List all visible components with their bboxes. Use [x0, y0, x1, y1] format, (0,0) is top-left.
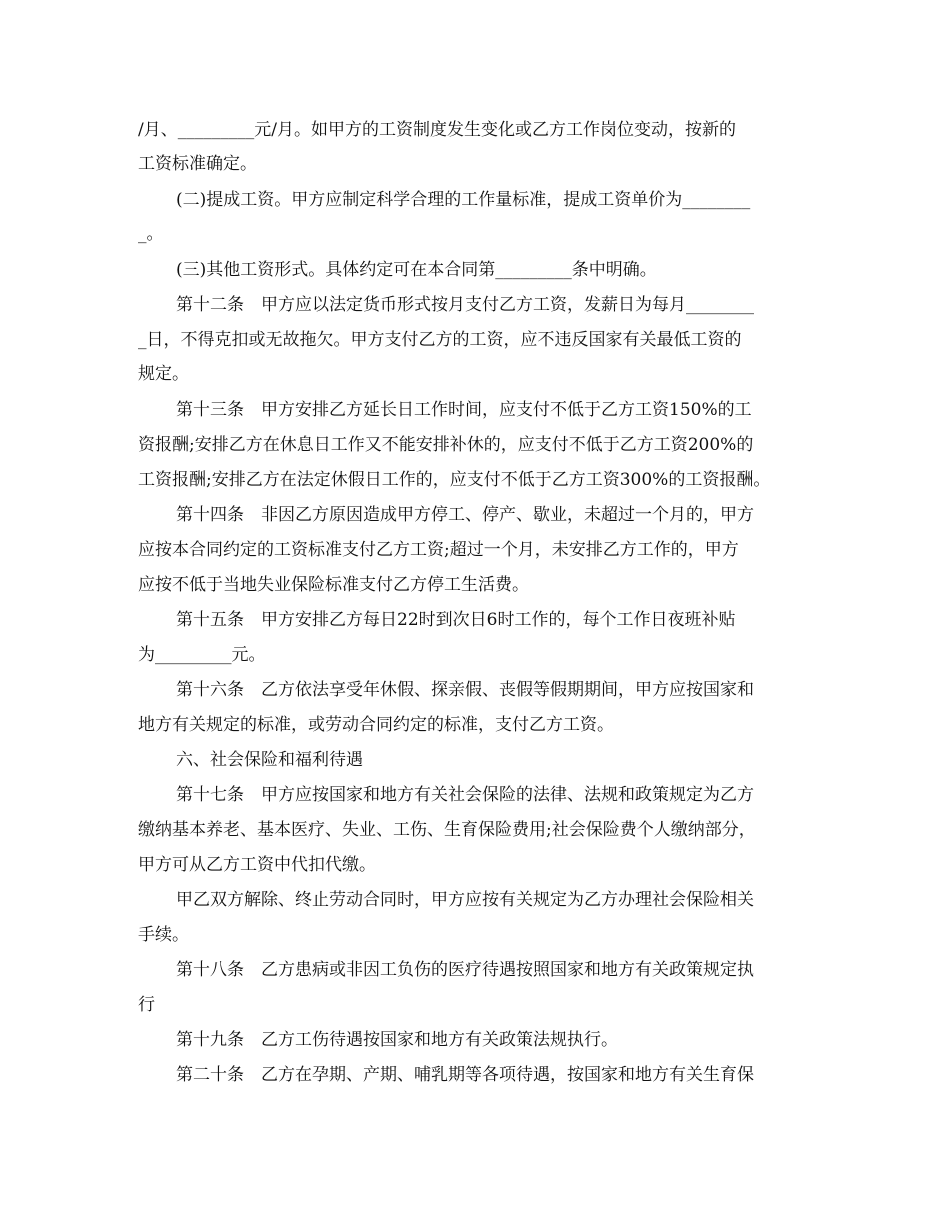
- section-heading: 六、社会保险和福利待遇: [176, 750, 363, 770]
- text-line: 第十四条 非因乙方原因造成甲方停工、停产、歇业，未超过一个月的，甲方: [176, 505, 754, 525]
- text-line: (三)其他工资形式。具体约定可在本合同第_________条中明确。: [176, 260, 657, 280]
- text-line: 第十二条 甲方应以法定货币形式按月支付乙方工资，发薪日为每月________: [176, 295, 754, 315]
- text-line: /月、_________元/月。如甲方的工资制度发生变化或乙方工作岗位变动，按新的: [138, 120, 736, 140]
- text-line: 资报酬;安排乙方在休息日工作又不能安排补休的，应支付不低于乙方工资200%的: [138, 435, 754, 455]
- text-line: 第十三条 甲方安排乙方延长日工作时间，应支付不低于乙方工资150%的工: [176, 400, 752, 420]
- text-line: _日，不得克扣或无故拖欠。甲方支付乙方的工资，应不违反国家有关最低工资的: [138, 330, 742, 350]
- text-line: 工资标准确定。: [138, 154, 257, 174]
- text-line: 行: [138, 995, 155, 1015]
- text-line: 地方有关规定的标准，或劳动合同约定的标准，支付乙方工资。: [138, 715, 614, 735]
- text-line: 手续。: [138, 925, 189, 945]
- text-line: 甲方可从乙方工资中代扣代缴。: [138, 855, 376, 875]
- text-line: 第十六条 乙方依法享受年休假、探亲假、丧假等假期期间，甲方应按国家和: [176, 680, 754, 700]
- text-line: 第十五条 甲方安排乙方每日22时到次日6时工作的，每个工作日夜班补贴: [176, 610, 736, 630]
- text-line: 第十七条 甲方应按国家和地方有关社会保险的法律、法规和政策规定为乙方: [176, 785, 754, 805]
- text-line: 缴纳基本养老、基本医疗、失业、工伤、生育保险费用;社会保险费个人缴纳部分，: [138, 820, 756, 840]
- text-line: 第十八条 乙方患病或非因工负伤的医疗待遇按照国家和地方有关政策规定执: [176, 960, 754, 980]
- text-line: 应按不低于当地失业保险标准支付乙方停工生活费。: [138, 575, 529, 595]
- text-line: 第十九条 乙方工伤待遇按国家和地方有关政策法规执行。: [176, 1030, 618, 1050]
- text-line: 规定。: [138, 364, 189, 384]
- text-line: 甲乙双方解除、终止劳动合同时，甲方应按有关规定为乙方办理社会保险相关: [176, 890, 754, 910]
- text-line: 应按本合同约定的工资标准支付乙方工资;超过一个月，未安排乙方工作的，甲方: [138, 540, 739, 560]
- text-line: 第二十条 乙方在孕期、产期、哺乳期等各项待遇，按国家和地方有关生育保: [176, 1065, 754, 1085]
- text-line: 为_________元。: [138, 645, 266, 665]
- text-line: 工资报酬;安排乙方在法定休假日工作的，应支付不低于乙方工资300%的工资报酬。: [138, 470, 771, 490]
- text-line: (二)提成工资。甲方应制定科学合理的工作量标准，提成工资单价为________: [176, 190, 751, 210]
- text-line: _。: [138, 224, 164, 244]
